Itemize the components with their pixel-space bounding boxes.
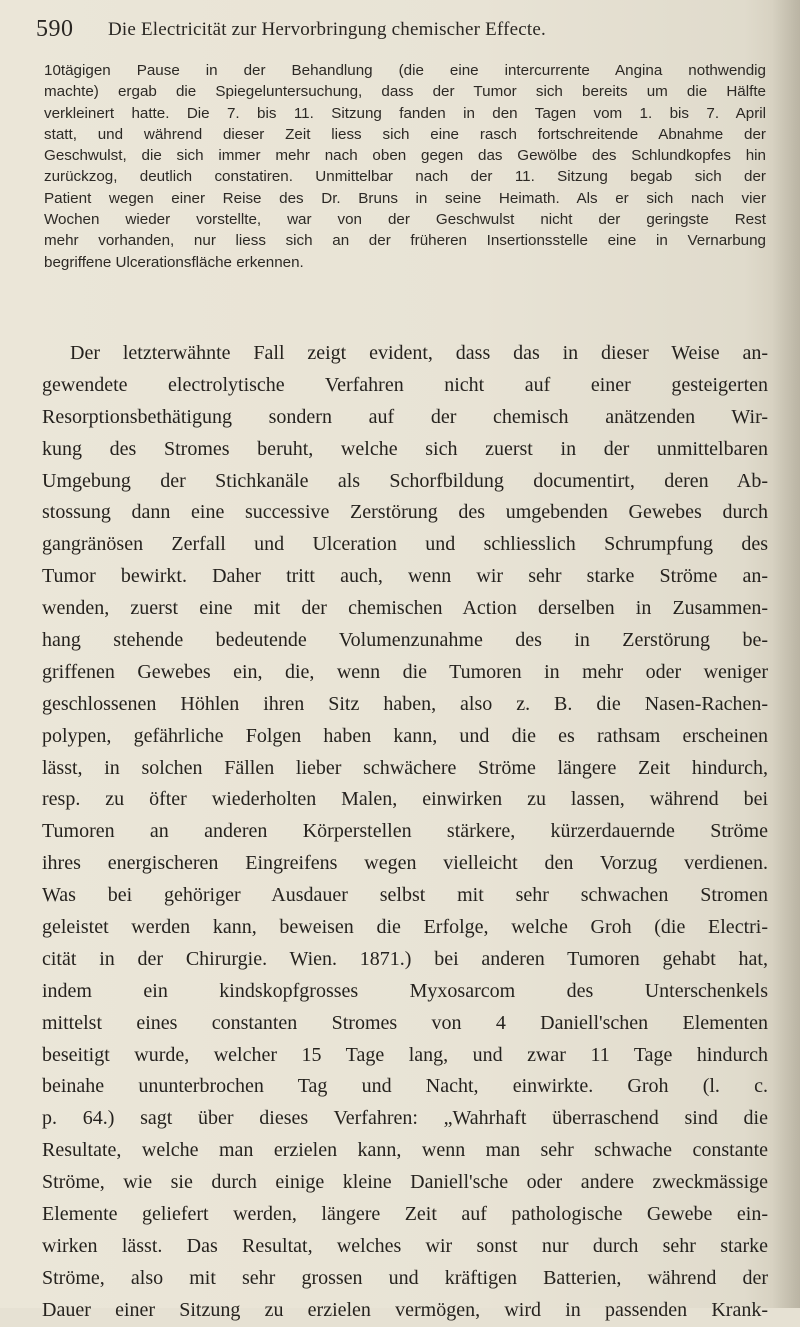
text-line: Tumor bewirkt. Daher tritt auch, wenn wir sehr starke Ströme an- (42, 565, 768, 588)
running-title: Die Electricität zur Hervorbringung chemischer Effecte. (108, 19, 546, 40)
text-line: beseitigt wurde, welcher 15 Tage lang, und zwar 11 Tage hindurch (42, 1043, 768, 1066)
text-line: Ströme, also mit sehr grossen und kräftigen Batterien, während der (42, 1266, 768, 1289)
text-line: Resorptionsbethätigung sondern auf der chemisch anätzenden Wir- (42, 405, 768, 428)
text-line: begriffene Ulcerationsfläche erkennen. (44, 253, 304, 271)
text-line: cität in der Chirurgie. Wien. 1871.) bei anderen Tumoren gehabt hat, (42, 947, 768, 970)
text-line: Umgebung der Stichkanäle als Schorfbildung documentirt, deren Ab- (42, 469, 768, 492)
text-line: Patient wegen einer Reise des Dr. Bruns in seine Heimath. Als er sich nach vier (44, 189, 766, 207)
text-line: gewendete electrolytische Verfahren nicht auf einer gesteigerten (42, 373, 768, 396)
text-line: verkleinert hatte. Die 7. bis 11. Sitzung fanden in den Tagen vom 1. bis 7. April (44, 104, 766, 122)
text-line: statt, und während dieser Zeit liess sich eine rasch fortschreitende Abnahme der (44, 125, 766, 143)
text-line: wenden, zuerst eine mit der chemischen Action derselben in Zusammen- (42, 597, 768, 620)
text-line: polypen, gefährliche Folgen haben kann, und die es rathsam erscheinen (42, 724, 768, 747)
text-line: Tumoren an anderen Körperstellen stärkere, kürzerdauernde Ströme (42, 820, 768, 843)
text-line: geleistet werden kann, beweisen die Erfolge, welche Groh (die Electri- (42, 916, 768, 939)
page-edge-shadow (772, 0, 800, 1308)
small-print-paragraph (44, 60, 766, 273)
text-line: Geschwulst, die sich immer mehr nach oben gegen das Gewölbe des Schlundkopfes hin (44, 147, 766, 165)
text-line: Ströme, wie sie durch einige kleine Daniell'sche oder andere zweckmässige (42, 1171, 768, 1194)
text-line: Elemente geliefert werden, längere Zeit auf pathologische Gewebe ein- (42, 1203, 768, 1226)
text-line: Resultate, welche man erzielen kann, wenn man sehr schwache constante (42, 1139, 768, 1162)
text-line: resp. zu öfter wiederholten Malen, einwirken zu lassen, während bei (42, 788, 768, 811)
text-line: stossung dann eine successive Zerstörung des umgebenden Gewebes durch (42, 501, 768, 524)
text-line: lässt, in solchen Fällen lieber schwächere Ströme längere Zeit hindurch, (42, 756, 768, 779)
text-line: wirken lässt. Das Resultat, welches wir sonst nur durch sehr starke (42, 1234, 768, 1257)
text-line: indem ein kindskopfgrosses Myxosarcom des Unterschenkels (42, 979, 768, 1002)
text-line: mehr vorhanden, nur liess sich an der früheren Insertionsstelle eine in Vernarbung (44, 232, 766, 250)
text-line: griffenen Gewebes ein, die, wenn die Tumoren in mehr oder weniger (42, 660, 768, 683)
text-line: zurückzog, deutlich constatiren. Unmittelbar nach der 11. Sitzung begab sich der (44, 168, 766, 186)
text-line: geschlossenen Höhlen ihren Sitz haben, also z. B. die Nasen-Rachen- (42, 692, 768, 715)
text-line: gangränösen Zerfall und Ulceration und schliesslich Schrumpfung des (42, 533, 768, 556)
text-line: kung des Stromes beruht, welche sich zuerst in der unmittelbaren (42, 437, 768, 460)
text-line: p. 64.) sagt über dieses Verfahren: „Wahrhaft überraschend sind die (42, 1107, 768, 1130)
text-line: Wochen wieder vorstellte, war von der Geschwulst nicht der geringste Rest (44, 211, 766, 229)
text-line: machte) ergab die Spiegeluntersuchung, dass der Tumor sich bereits um die Hälfte (44, 83, 766, 101)
text-line: mittelst eines constanten Stromes von 4 Daniell'schen Elementen (42, 1011, 768, 1034)
page-number: 590 (36, 16, 74, 42)
text-line: 10tägigen Pause in der Behandlung (die eine intercurrente Angina nothwendig (44, 62, 766, 79)
text-line: beinahe ununterbrochen Tag und Nacht, einwirkte. Groh (l. c. (42, 1075, 768, 1098)
main-paragraph (42, 338, 768, 1327)
running-head (36, 16, 756, 50)
text-line: hang stehende bedeutende Volumenzunahme des in Zerstörung be- (42, 629, 768, 652)
text-line: Der letzterwähnte Fall zeigt evident, dass das in dieser Weise an- (70, 342, 768, 364)
text-line: Dauer einer Sitzung zu erzielen vermögen, wird in passenden Krank- (42, 1298, 768, 1321)
text-line: ihres energischeren Eingreifens wegen vielleicht den Vorzug verdienen. (42, 852, 768, 875)
text-line: Was bei gehöriger Ausdauer selbst mit sehr schwachen Stromen (42, 884, 768, 907)
